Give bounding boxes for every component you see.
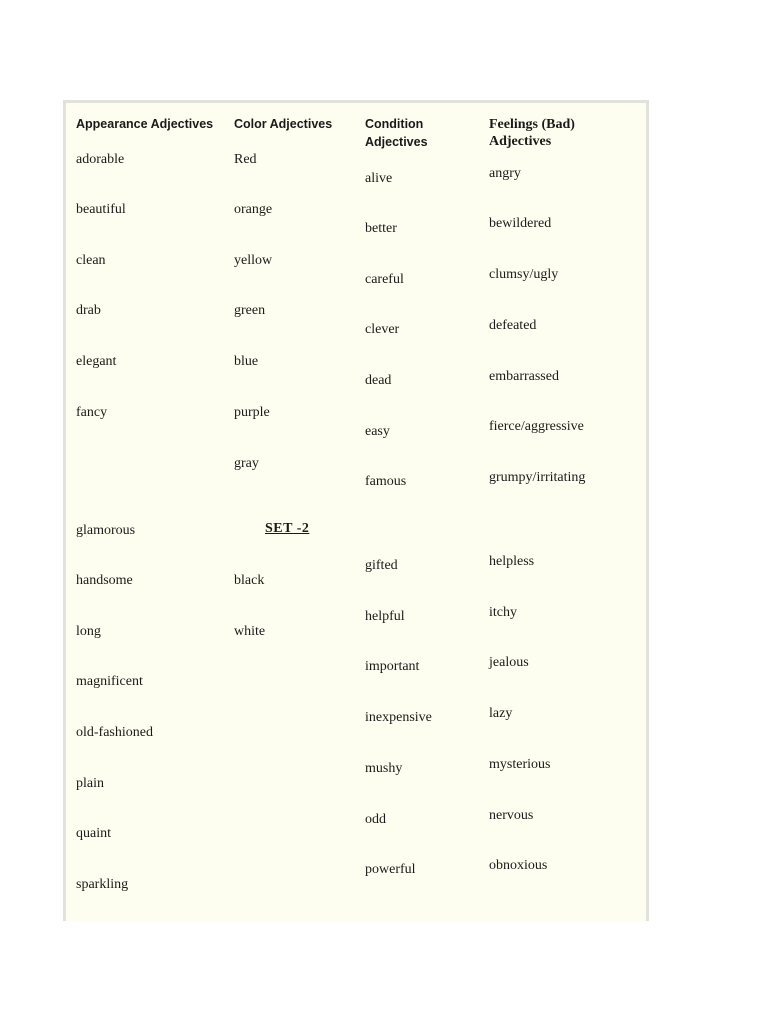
list-item: clever [365, 322, 400, 337]
list-item: fancy [76, 405, 108, 420]
list-item: drab [76, 303, 101, 318]
list-item: important [365, 659, 420, 674]
list-item: easy [365, 424, 390, 439]
list-item: embarrassed [489, 369, 559, 384]
list-item: helpful [365, 609, 405, 624]
list-item: lazy [489, 706, 513, 721]
list-item: nervous [489, 808, 534, 823]
appearance-header: Appearance Adjectives [76, 117, 214, 131]
list-item: glamorous [76, 523, 136, 538]
list-item: white [234, 624, 266, 639]
list-item: quaint [76, 826, 111, 841]
list-item: gray [234, 456, 259, 471]
list-item: mushy [365, 761, 403, 776]
list-item: better [365, 221, 397, 236]
list-item: obnoxious [489, 858, 548, 873]
list-item: long [76, 624, 101, 639]
set-label: SET -2 [265, 521, 310, 536]
list-item: green [234, 303, 266, 318]
list-item: black [234, 573, 265, 588]
list-item: angry [489, 166, 521, 181]
list-item: careful [365, 272, 404, 287]
list-item: helpless [489, 554, 535, 569]
list-item: beautiful [76, 202, 126, 217]
color-header: Color Adjectives [234, 117, 333, 131]
list-item: clean [76, 253, 106, 268]
feelings-header-line-1: Feelings (Bad) [489, 117, 575, 132]
list-item: sparkling [76, 877, 129, 892]
condition-header-line-2: Adjectives [365, 135, 428, 149]
list-item: old-fashioned [76, 725, 153, 740]
feelings-header-line-2: Adjectives [489, 134, 552, 149]
list-item: yellow [234, 253, 273, 268]
list-item: purple [234, 405, 270, 420]
list-item: mysterious [489, 757, 551, 772]
list-item: elegant [76, 354, 117, 369]
list-item: alive [365, 171, 393, 186]
list-item: orange [234, 202, 273, 217]
list-item: jealous [489, 655, 529, 670]
list-item: inexpensive [365, 710, 432, 725]
list-item: dead [365, 373, 392, 388]
list-item: defeated [489, 318, 537, 333]
list-item: handsome [76, 573, 133, 588]
list-item: odd [365, 812, 386, 827]
list-item: famous [365, 474, 407, 489]
list-item: adorable [76, 152, 125, 167]
adjectives-table [63, 100, 649, 921]
list-item: gifted [365, 558, 398, 573]
list-item: fierce/aggressive [489, 419, 584, 434]
list-item: itchy [489, 605, 517, 620]
list-item: plain [76, 776, 104, 791]
list-item: magnificent [76, 674, 143, 689]
list-item: blue [234, 354, 259, 369]
list-item: Red [234, 152, 257, 167]
list-item: powerful [365, 862, 416, 877]
list-item: clumsy/ugly [489, 267, 559, 282]
list-item: grumpy/irritating [489, 470, 586, 485]
condition-header-line-1: Condition [365, 117, 424, 131]
list-item: bewildered [489, 216, 552, 231]
